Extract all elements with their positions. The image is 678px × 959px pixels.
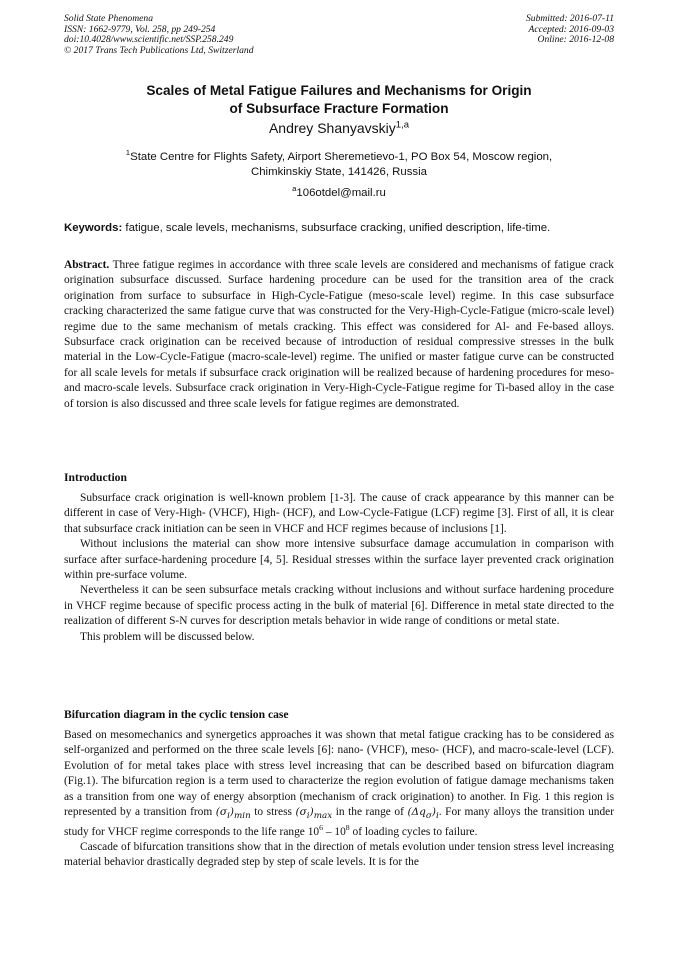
author-affil-mark: 1,a [395, 119, 410, 131]
abstract [64, 258, 614, 412]
introduction-body [64, 491, 614, 645]
affil-line-2: Chimkinskiy State, 141426, Russia [250, 166, 427, 178]
title-line-2: of Subsurface Fracture Formation [229, 100, 449, 116]
section-heading-introduction: Introduction [64, 471, 127, 484]
intro-paragraph: Nevertheless it can be seen subsurface metals cracking without inclusions and without surface hardening procedure in VHCF regime because of specific process acting in the bulk of material [6]. Difference in metal state directed to the realization of different S-N curves for description metals behavior in wide range of conditions or metal state. [64, 584, 614, 628]
life-range-formula: $10^6 - 10^8$ [307, 822, 350, 838]
section-heading-bifurcation: Bifurcation diagram in the cyclic tension case [64, 708, 289, 721]
issn-line: ISSN: 1662-9779, Vol. 258, pp 249-254 [64, 23, 216, 35]
affil-number: 1 [125, 148, 131, 158]
bifurcation-paragraph-2: Cascade of bifurcation transitions show that in the direction of metals evolution under tension stress level increasing material behavior drastically degraded step by step of scale levels. It is for the [64, 840, 614, 869]
sigma-max-formula: $(\sigma_i)_{max}$ [295, 806, 333, 822]
sigma-min-formula: $(\sigma_i)_{min}$ [215, 806, 251, 822]
delta-q-formula: $(\Delta q_\sigma)_i$ [407, 806, 439, 822]
email-address[interactable]: 106otdel@mail.ru [296, 187, 386, 199]
journal-header-left [64, 14, 254, 56]
journal-name: Solid State Phenomena [64, 13, 153, 24]
keywords [64, 222, 624, 234]
affil-line-1: State Centre for Flights Safety, Airport Sheremetievo-1, PO Box 54, Moscow region, [130, 151, 553, 163]
keywords-label: Keywords: [64, 222, 123, 234]
email-mark: a [292, 184, 297, 194]
submitted-date: Submitted: 2016-07-11 [525, 13, 614, 24]
author-email [64, 184, 614, 199]
author-line [64, 120, 614, 136]
abstract-label: Abstract. [64, 259, 110, 271]
intro-paragraph: Subsurface crack origination is well-known problem [1-3]. The cause of crack appearance by this manner can be different in case of Very-High- (VHCF), High- (HCF), and Low-Cycle-Fatigue (LCF) regime [3]. First of all, it is clear that subsurface crack initiation can be seen in VHCF and HCF regimes because of inclusions [1]. [64, 492, 614, 535]
intro-paragraph: Without inclusions the material can show more intensive subsurface damage accumulation in comparison with surface after surface-hardening procedure [4, 5]. Residual stresses within the surface layer prevented crack origination within pre-surface volume. [64, 538, 614, 582]
accepted-date: Accepted: 2016-09-03 [528, 23, 614, 35]
affiliation [64, 150, 614, 180]
abstract-text: Three fatigue regimes in accordance with three scale levels are considered and mechanisms of fatigue crack origination subsurface discussed. Surface hardening procedure can be used for the transition area of the crack origination from surface to subsurface in High-Cycle-Fatigue (meso-scale level) regime. In this case subsurface cracking characterized the same fatigue curve that was constructed for the Very-High-Cycle-Fatigue (micro-scale level) regime due to the same mechanism of metals cracking. This effect was considered for Al- and Fe-based alloys. Subsurface crack origination can be received because of introduction of residual compressive stresses in the bulk material in the Low-Cycle-Fatigue (macro-scale-level) regime. The unified or master fatigue curve can be constructed for all scale levels for metals if subsurface crack origination will be realized because of hardening procedures for meso- and macro-scale levels. Subsurface crack origination in Very-High-Cycle-Fatigue regime for Ti-based alloy in the case of torsion is also discussed and three scale levels for fatigue regimes are demonstrated. [64, 259, 614, 410]
online-date: Online: 2016-12-08 [537, 34, 614, 46]
bifurcation-paragraph-1: Based on mesomechanics and synergetics approaches it was shown that metal fatigue cracking has to be considered as self-organized and performed on the three scale levels [6]: nano- (VHCF), meso- (HCF), and macro-scale-level (LCF). Evolution of for metal takes place with stress level increasing that can be described based on bifurcation diagram (Fig.1). The bifurcation region is a term used to characterize the region evolution of fatigue damage mechanisms taken as a transition from one way of energy absorption (mechanism of crack origination) to another. In Fig. 1 this region is represented by a transition from $(\sigma_i)_{min}$ to stress $(\sigma_i)_{max}$ in the range of $(\Delta q_\sigma)_i$. For many alloys the transition under study for VHCF regime corresponds to the life range $10^6 - 10^8$ of loading cycles to failure. [64, 729, 615, 838]
intro-paragraph: This problem will be discussed below. [80, 630, 255, 643]
author-name: Andrey Shanyavskiy [268, 120, 396, 136]
copyright-line: © 2017 Trans Tech Publications Ltd, Switzerland [64, 44, 254, 56]
bifurcation-body [64, 728, 614, 871]
doi-link[interactable]: doi:10.4028/www.scientific.net/SSP.258.249 [64, 34, 234, 46]
title-line-1: Scales of Metal Fatigue Failures and Mechanisms for Origin [146, 83, 532, 98]
paper-title [64, 82, 614, 117]
keywords-text: fatigue, scale levels, mechanisms, subsurface cracking, unified description, life-time. [125, 222, 551, 234]
journal-header-right [526, 14, 614, 46]
